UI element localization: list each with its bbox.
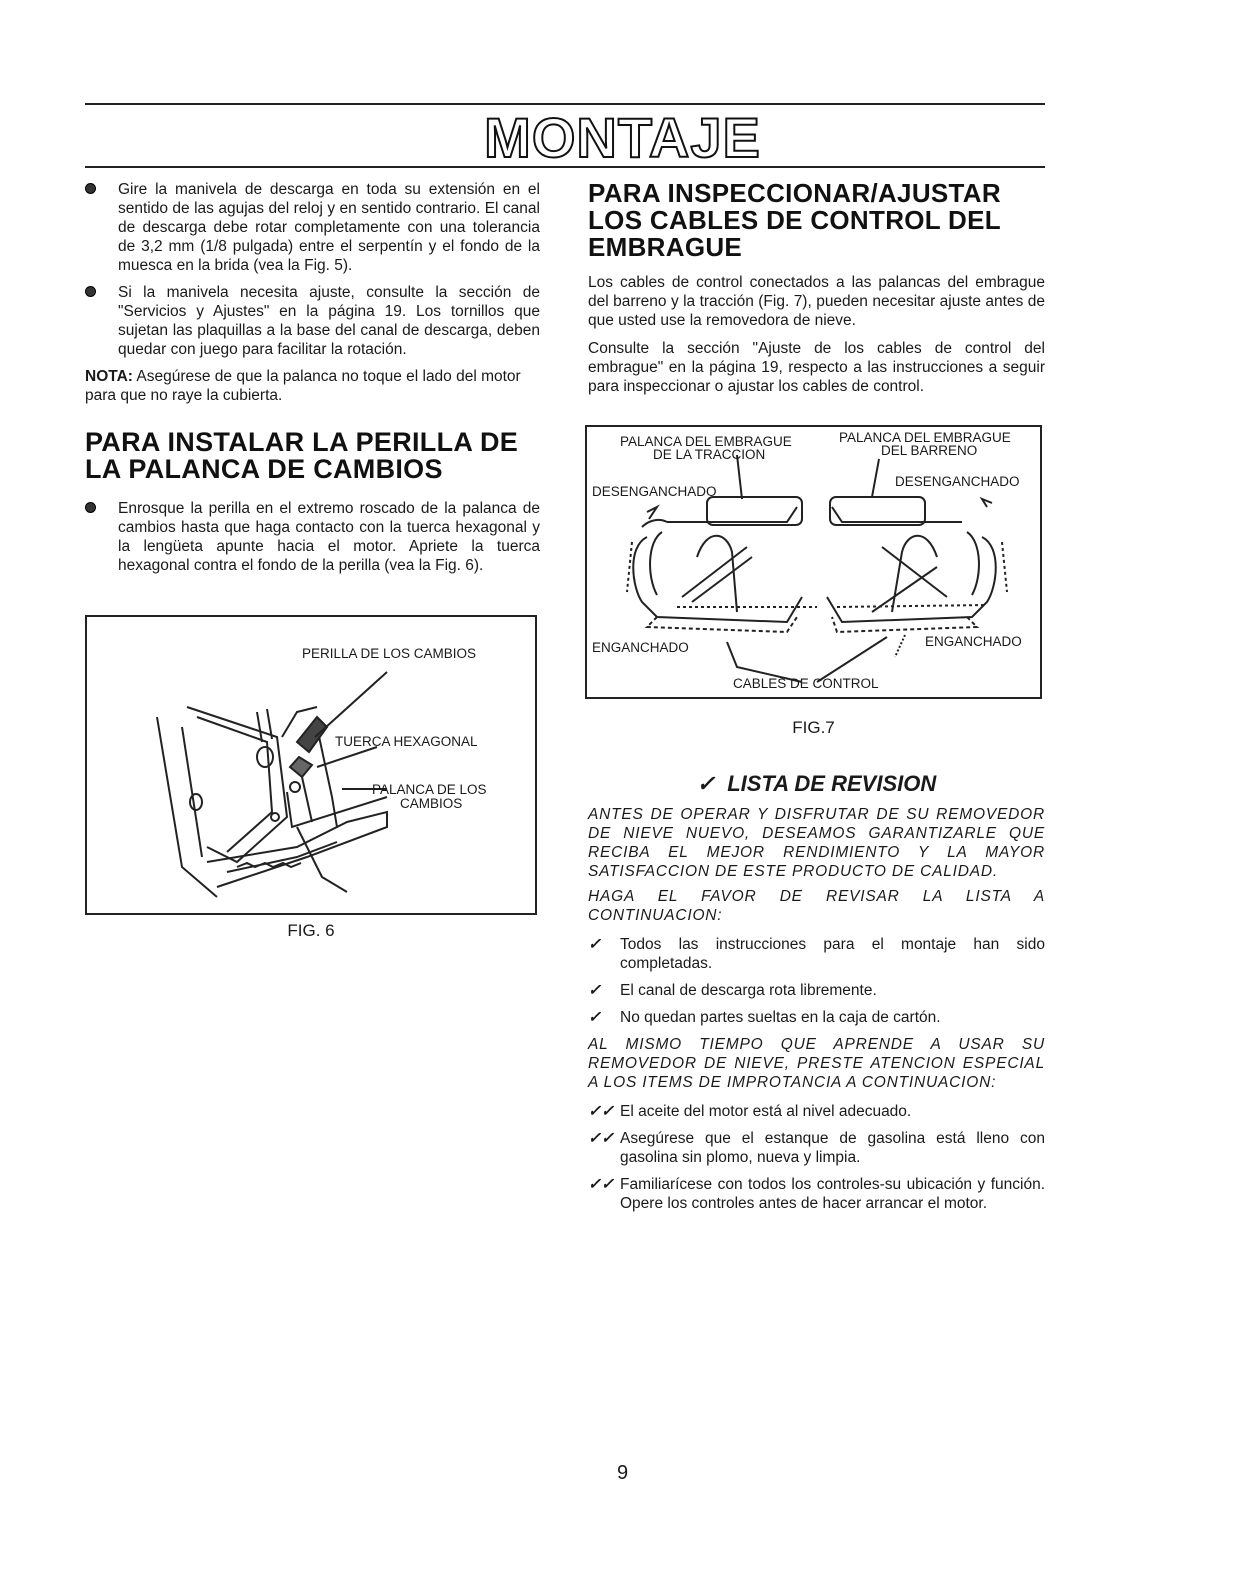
figure-7-caption: FIG.7: [792, 718, 835, 737]
bullet-icon: [85, 502, 96, 513]
page-title: MONTAJE: [484, 106, 761, 169]
paragraph: Los cables de control conectados a las palancas del embrague del barreno y la tracción (Fig. 7), pueden necesitar ajuste antes de que usted use la removedora de nieve.: [588, 274, 1045, 329]
callout-traction-lever-2: DE LA TRACCION: [653, 447, 766, 462]
list-item: ✓✓ Familiarícese con todos los controles-su ubicación y función. Opere los controles antes de hacer arrancar el motor.: [588, 1176, 1045, 1212]
list-item: ✓✓ Asegúrese que el estanque de gasolina está lleno con gasolina sin plomo, nueva y limpia.: [588, 1130, 1045, 1166]
callout-lever-1: PALANCA DE LOS: [372, 782, 487, 797]
list-item: Gire la manivela de descarga en toda su extensión en el sentido de las agujas del reloj y en sentido contrario. El canal de descarga debe rotar completamente con una tolerancia de 3,2 mm (1/8 pulgada) entre el serpentín y el fondo de la muesca en la brida (vea la Fig. 5).: [85, 180, 540, 275]
figure-6: [85, 615, 537, 915]
callout-disengaged-right: DESENGANCHADO: [895, 474, 1020, 489]
callout-control-cables: CABLES DE CONTROL: [733, 676, 879, 691]
check-icon: ✓: [588, 982, 601, 999]
right-column: [588, 180, 1045, 405]
left-column: [85, 180, 540, 583]
bullet-icon: [85, 286, 96, 297]
bullet-icon: [85, 183, 96, 194]
callout-engaged-right: ENGANCHADO: [925, 634, 1022, 649]
list-item: Si la manivela necesita ajuste, consulte la sección de "Servicios y Ajustes" en la página 19. Los tornillos que sujetan las plaquillas a la base del canal de descarga, deben quedar con juego para facilitar la rotación.: [85, 283, 540, 359]
checklist-intro: AL MISMO TIEMPO QUE APRENDE A USAR SU REMOVEDOR DE NIEVE, PRESTE ATENCION ESPECIAL A LOS ITEMS DE IMPROTANCIA A CONTINUACION:: [588, 1036, 1045, 1091]
checklist-title: ✓ LISTA DE REVISION: [696, 771, 937, 796]
paragraph: Consulte la sección "Ajuste de los cables de control del embrague" en la página 19, respecto a las instrucciones a seguir para inspeccionar o ajustar los cables de control.: [588, 340, 1045, 395]
double-check-icon: ✓✓: [588, 1130, 614, 1147]
header-rule-bottom: [85, 166, 1045, 168]
figure-7: [585, 425, 1042, 699]
list-item: ✓ No quedan partes sueltas en la caja de cartón.: [588, 1009, 941, 1026]
note: NOTA: Asegúrese de que la palanca no toque el lado del motor para que no raye la cubierta.: [85, 368, 521, 404]
callout-traction-lever-1: PALANCA DEL EMBRAGUE: [620, 434, 792, 449]
header-rule-top: [85, 103, 1045, 105]
callout-engaged-left: ENGANCHADO: [592, 640, 689, 655]
shift-knob-illustration: [87, 617, 535, 913]
list-item: ✓ Todos las instrucciones para el montaje han sido completadas.: [588, 936, 1045, 972]
clutch-levers-illustration: [587, 427, 1040, 697]
checklist: [588, 805, 1045, 1221]
page-number: 9: [616, 1462, 629, 1484]
callout-auger-lever-2: DEL BARRENO: [881, 443, 978, 458]
callout-lever-2: CAMBIOS: [400, 796, 463, 811]
double-check-icon: ✓✓: [588, 1103, 614, 1120]
callout-knob: PERILLA DE LOS CAMBIOS: [302, 646, 477, 661]
callout-hex-nut: TUERCA HEXAGONAL: [335, 734, 478, 749]
check-icon: ✓: [588, 936, 601, 953]
list-item: ✓ El canal de descarga rota libremente.: [588, 982, 877, 999]
checklist-intro: ANTES DE OPERAR Y DISFRUTAR DE SU REMOVEDOR DE NIEVE NUEVO, DESEAMOS GARANTIZARLE QUE RECIBA EL MEJOR RENDIMIENTO Y LA MAYOR SATISFACCION DE ESTE PRODUCTO DE CALIDAD.: [588, 806, 1045, 880]
callout-disengaged-left: DESENGANCHADO: [592, 484, 717, 499]
checklist-intro: HAGA EL FAVOR DE REVISAR LA LISTA A CONTINUACION:: [588, 888, 1045, 924]
double-check-icon: ✓✓: [588, 1176, 614, 1193]
section-title-cables: PARA INSPECCIONAR/AJUSTAR LOS CABLES DE CONTROL DEL EMBRAGUE: [588, 178, 1001, 262]
section-title-knob: PARA INSTALAR LA PERILLA DE LA PALANCA DE CAMBIOS: [85, 427, 519, 484]
callout-auger-lever-1: PALANCA DEL EMBRAGUE: [839, 430, 1011, 445]
list-item: Enrosque la perilla en el extremo roscado de la palanca de cambios hasta que haga contacto con la tuerca hexagonal y la lengüeta apunte hacia el motor. Apriete la tuerca hexagonal contra el fondo de la perilla (vea la Fig. 6).: [85, 499, 540, 575]
list-item: ✓✓ El aceite del motor está al nivel adecuado.: [588, 1103, 912, 1120]
figure-6-caption: FIG. 6: [287, 921, 335, 940]
check-icon: ✓: [588, 1009, 601, 1026]
check-icon: ✓: [696, 771, 716, 796]
